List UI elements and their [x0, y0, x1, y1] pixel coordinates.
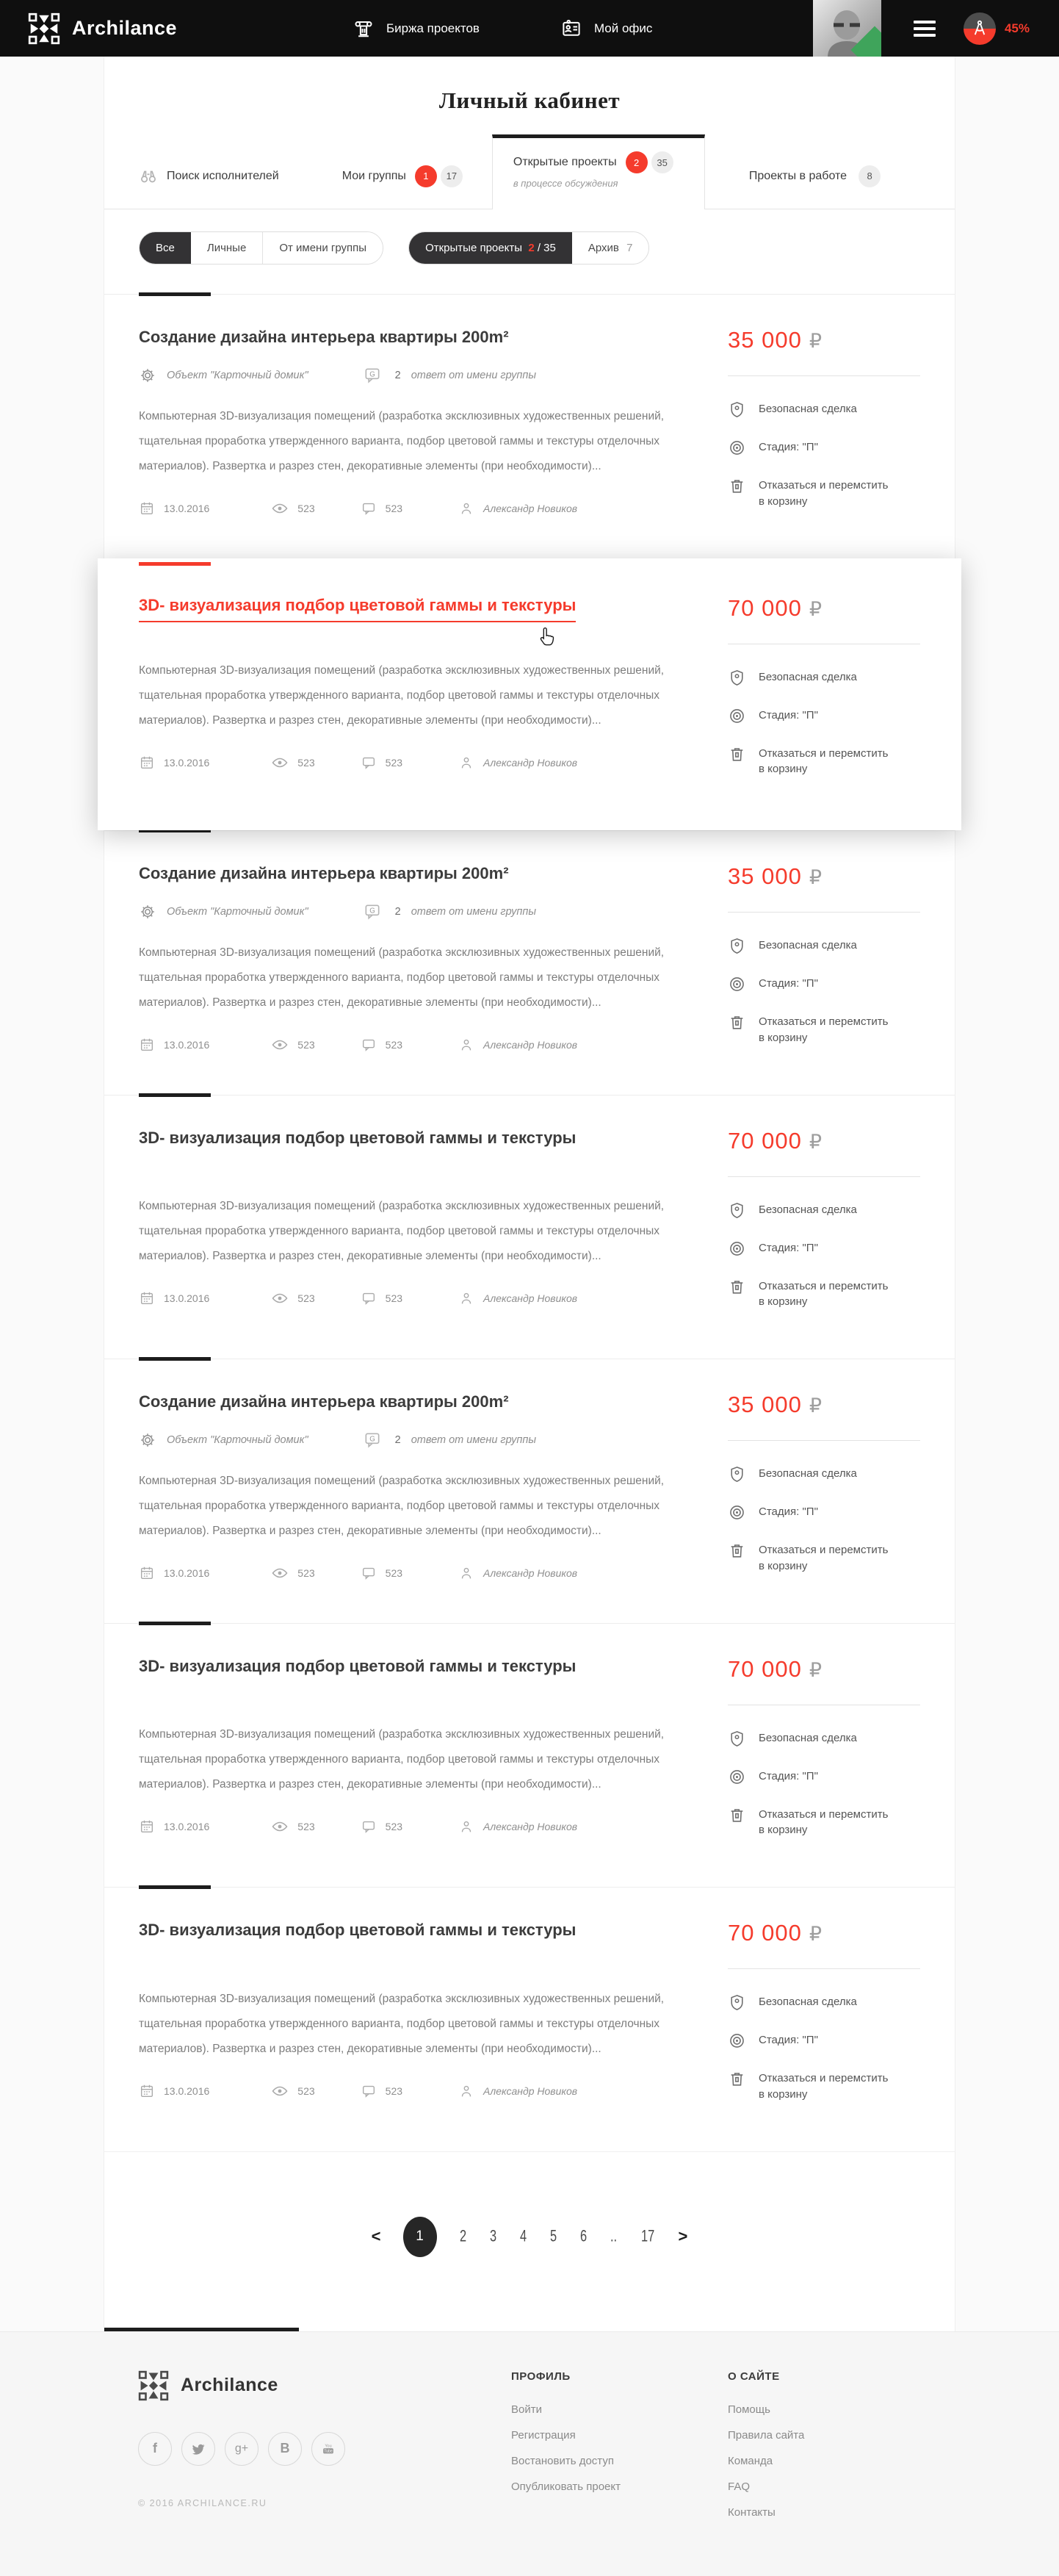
filter-from-group[interactable]: От имени группы: [263, 232, 383, 264]
safe-deal-item: Безопасная сделка: [728, 1730, 920, 1748]
author-item[interactable]: Александр Новиков: [458, 500, 577, 517]
author-item[interactable]: Александр Новиков: [458, 1565, 577, 1581]
archilance-logo-icon: [138, 2370, 169, 2401]
target-icon: [728, 1240, 746, 1258]
project-card: [104, 1095, 955, 1359]
eye-icon: [271, 1818, 289, 1835]
group-reply-icon: [363, 902, 382, 921]
pagination-page[interactable]: 5: [549, 2227, 557, 2245]
footer: [0, 2331, 1059, 2576]
stage-item: Стадия: "П": [728, 1769, 920, 1786]
eye-icon: [271, 2082, 289, 2100]
footer-link[interactable]: Войти: [511, 2403, 542, 2416]
project-card: [98, 558, 961, 831]
project-price: 35 000 ₽: [728, 1392, 823, 1417]
person-icon: [458, 1037, 474, 1053]
project-stats-row: [139, 1818, 701, 1835]
project-card: [104, 1359, 955, 1623]
archive-count: 7: [626, 242, 633, 254]
profile-progress-badge[interactable]: [964, 12, 996, 45]
content-panel: [104, 57, 955, 2331]
comments-item: 523: [361, 1037, 402, 1053]
google-plus-icon[interactable]: g+: [225, 2432, 259, 2466]
group-replies-count: 2: [394, 905, 401, 918]
ruble-sign: ₽: [809, 1923, 823, 1945]
trash-icon: [728, 1807, 746, 1824]
views-item: 523: [271, 1289, 314, 1307]
discard-to-trash-action[interactable]: Отказаться и перемстить в корзину: [728, 2070, 897, 2103]
comments-item: 523: [361, 2083, 402, 2099]
discard-to-trash-action[interactable]: Отказаться и перемстить в корзину: [728, 1542, 897, 1575]
mouse-cursor: [538, 626, 557, 648]
tab-search-executors[interactable]: [139, 167, 279, 186]
comment-icon: [361, 500, 377, 517]
exchange-column-icon: [353, 18, 375, 40]
footer-link-item: [728, 2429, 944, 2442]
person-icon: [458, 1818, 474, 1835]
tab-label: Мои группы: [341, 169, 406, 182]
brand-name: Archilance: [72, 17, 178, 39]
safe-deal-item: Безопасная сделка: [728, 938, 920, 955]
trash-icon: [728, 1014, 746, 1032]
user-avatar[interactable]: [813, 0, 881, 57]
compass-icon: [970, 19, 989, 38]
nav-label: Биржа проектов: [386, 21, 480, 35]
stage-item: Стадия: "П": [728, 1504, 920, 1522]
pagination-page[interactable]: 3: [489, 2227, 496, 2245]
tab-badge-new: 1: [415, 165, 437, 187]
views-item: 523: [271, 1036, 314, 1054]
target-icon: [728, 976, 746, 993]
date-item: 13.0.2016: [139, 500, 209, 517]
top-header: [0, 0, 1059, 57]
pagination-page-active[interactable]: 1: [403, 2217, 437, 2257]
gear-icon: [139, 1431, 156, 1449]
tab-badge-new: 2: [626, 151, 648, 173]
group-reply-icon: [363, 366, 382, 385]
comments-item: 523: [361, 755, 402, 771]
header-right: [813, 0, 1059, 57]
footer-link-item: [728, 2480, 944, 2494]
nav-my-office[interactable]: [560, 18, 652, 40]
author-item[interactable]: Александр Новиков: [458, 755, 577, 771]
footer-link[interactable]: FAQ: [728, 2480, 751, 2493]
footer-link-item: [728, 2506, 944, 2519]
footer-col-about: [728, 2370, 944, 2532]
views-item: 523: [271, 1564, 314, 1582]
author-item[interactable]: Александр Новиков: [458, 1037, 577, 1053]
filter-personal[interactable]: Личные: [191, 232, 263, 264]
project-title-link[interactable]: 3D- визуализация подбор цветовой гаммы и текстуры: [139, 1921, 577, 1939]
footer-link-item: [511, 2429, 728, 2442]
project-title-link[interactable]: Создание дизайна интерьера квартиры 200m²: [139, 864, 509, 882]
group-replies-label: ответ от имени группы: [411, 905, 537, 918]
author-item[interactable]: Александр Новиков: [458, 1290, 577, 1306]
ruble-sign: ₽: [809, 597, 823, 620]
filter-all[interactable]: Все: [140, 232, 191, 264]
shield-icon: [728, 669, 746, 687]
project-price: 70 000 ₽: [728, 1920, 823, 1946]
content-end-divider: [104, 2328, 299, 2331]
calendar-icon: [139, 2083, 155, 2099]
project-stats-row: [139, 1036, 701, 1054]
eye-icon: [271, 500, 289, 517]
eye-icon: [271, 1036, 289, 1054]
project-card: [104, 1623, 955, 1888]
shield-icon: [728, 1730, 746, 1748]
tab-label: Открытые проекты: [513, 156, 617, 168]
pagination-page[interactable]: 2: [459, 2227, 466, 2245]
target-icon: [728, 2032, 746, 2050]
comment-icon: [361, 1818, 377, 1835]
menu-burger-icon[interactable]: [914, 17, 936, 40]
open-total: / 35: [537, 242, 556, 254]
target-icon: [728, 1769, 746, 1786]
shield-icon: [728, 1994, 746, 2012]
calendar-icon: [139, 500, 155, 517]
filter-archive[interactable]: Архив 7: [572, 232, 649, 264]
pagination-prev[interactable]: <: [371, 2227, 381, 2245]
discard-to-trash-action[interactable]: Отказаться и перемстить в корзину: [728, 1014, 897, 1046]
project-title-link[interactable]: 3D- визуализация подбор цветовой гаммы и текстуры: [139, 1656, 577, 1675]
footer-link[interactable]: Востановить доступ: [511, 2454, 614, 2467]
discard-to-trash-action[interactable]: Отказаться и перемстить в корзину: [728, 1807, 897, 1839]
trash-icon: [728, 2070, 746, 2088]
pagination-next[interactable]: >: [678, 2227, 688, 2245]
tab-badge-total: 17: [441, 165, 463, 187]
safe-deal-item: Безопасная сделка: [728, 1994, 920, 2012]
target-icon: [728, 1504, 746, 1522]
tab-label: Поиск исполнителей: [167, 169, 279, 182]
project-title-link[interactable]: Создание дизайна интерьера квартиры 200m²: [139, 1392, 509, 1411]
open-count: 2: [528, 242, 535, 254]
project-price: 70 000 ₽: [728, 1655, 823, 1682]
calendar-icon: [139, 755, 155, 771]
date-item: 13.0.2016: [139, 1037, 209, 1053]
ruble-sign: ₽: [809, 1395, 823, 1417]
footer-col-title: О САЙТЕ: [728, 2370, 780, 2383]
project-description: Компьютерная 3D-визуализация помещений (разработка эксклюзивных художественных решений, тщательная проработка утвержденного варианта, подбор цветовой гаммы и текстуры отделочных материалов). Развертка и разрез стен, декоративные элементы (при необходимости)...: [139, 1474, 665, 1537]
project-stats-row: [139, 500, 701, 517]
profile-progress-value: 45%: [1004, 21, 1030, 35]
project-price: 35 000 ₽: [728, 863, 823, 889]
svg-text:Tube: Tube: [324, 2449, 333, 2454]
project-stats-row: [139, 1289, 701, 1307]
person-icon: [458, 500, 474, 517]
state-filter-group: [408, 231, 649, 265]
footer-link[interactable]: Помощь: [728, 2403, 770, 2416]
person-icon: [458, 755, 474, 771]
brand[interactable]: [0, 12, 264, 45]
group-reply-icon: [363, 1431, 382, 1450]
safe-deal-item: Безопасная сделка: [728, 669, 920, 687]
trash-icon: [728, 1278, 746, 1296]
tab-label: Проекты в работе: [748, 169, 847, 182]
filters-row: [104, 209, 955, 294]
tab-badge-total: 35: [651, 151, 673, 173]
project-description: Компьютерная 3D-визуализация помещений (разработка эксклюзивных художественных решений, тщательная проработка утвержденного варианта, подбор цветовой гаммы и текстуры отделочных материалов). Развертка и разрез стен, декоративные элементы (при необходимости)...: [139, 1728, 665, 1791]
date-item: 13.0.2016: [139, 2083, 209, 2099]
footer-link[interactable]: Контакты: [728, 2505, 776, 2519]
comment-icon: [361, 1037, 377, 1053]
project-description: Компьютерная 3D-визуализация помещений (разработка эксклюзивных художественных решений, тщательная проработка утвержденного варианта, подбор цветовой гаммы и текстуры отделочных материалов). Развертка и разрез стен, декоративные элементы (при необходимости)...: [139, 1992, 665, 2055]
tabs-bar: [104, 143, 955, 209]
footer-link-item: [728, 2403, 944, 2417]
shield-icon: [728, 1466, 746, 1483]
svg-text:G: G: [369, 1435, 375, 1444]
footer-link-item: [511, 2455, 728, 2468]
shield-icon: [728, 401, 746, 419]
discard-to-trash-action[interactable]: Отказаться и перемстить в корзину: [728, 746, 897, 778]
pagination-page[interactable]: 17: [641, 2227, 655, 2245]
group-replies-count: 2: [394, 1433, 401, 1446]
binoculars-icon: [139, 167, 158, 186]
tab-open-projects[interactable]: [492, 134, 705, 209]
footer-col-profile: [511, 2370, 728, 2532]
group-replies-label: ответ от имени группы: [411, 1433, 537, 1446]
stage-item: Стадия: "П": [728, 2032, 920, 2050]
stage-item: Стадия: "П": [728, 1240, 920, 1258]
comment-icon: [361, 1565, 377, 1581]
project-stats-row: [139, 754, 701, 771]
footer-link[interactable]: Правила сайта: [728, 2428, 805, 2442]
date-item: 13.0.2016: [139, 755, 209, 771]
project-description: Компьютерная 3D-визуализация помещений (разработка эксклюзивных художественных решений, тщательная проработка утвержденного варианта, подбор цветовой гаммы и текстуры отделочных материалов). Развертка и разрез стен, декоративные элементы (при необходимости)...: [139, 664, 665, 727]
shield-icon: [728, 1202, 746, 1220]
svg-text:G: G: [369, 370, 375, 379]
scope-filter-group: [139, 231, 383, 265]
nav-projects-exchange[interactable]: [353, 18, 480, 40]
projects-list: [104, 294, 955, 2151]
calendar-icon: [139, 1565, 155, 1581]
group-replies-count: 2: [394, 369, 401, 381]
trash-icon: [728, 1542, 746, 1560]
copyright: © 2016 ARCHILANCE.RU: [138, 2497, 267, 2508]
project-title-link[interactable]: Создание дизайна интерьера квартиры 200m²: [139, 328, 509, 346]
page-title: Личный кабинет: [438, 87, 621, 113]
project-price: 70 000 ₽: [728, 594, 823, 621]
footer-link-item: [728, 2455, 944, 2468]
footer-brand-name: Archilance: [181, 2375, 278, 2395]
pagination-page[interactable]: 6: [580, 2227, 588, 2245]
ruble-sign: ₽: [809, 866, 823, 888]
project-meta-row: [139, 1431, 701, 1450]
ruble-sign: ₽: [809, 1658, 823, 1681]
project-meta-row: [139, 902, 701, 921]
trash-icon: [728, 478, 746, 495]
tab-subtitle: в процессе обсуждения: [513, 178, 618, 189]
office-badge-icon: [560, 18, 582, 40]
date-item: 13.0.2016: [139, 1565, 209, 1581]
calendar-icon: [139, 1037, 155, 1053]
safe-deal-item: Безопасная сделка: [728, 1202, 920, 1220]
person-icon: [458, 1290, 474, 1306]
project-card: [104, 294, 955, 558]
project-card: [104, 1887, 955, 2151]
footer-col-title: ПРОФИЛЬ: [511, 2370, 571, 2383]
date-item: 13.0.2016: [139, 1818, 209, 1835]
ruble-sign: ₽: [809, 330, 823, 352]
svg-text:You: You: [325, 2443, 332, 2448]
views-item: 523: [271, 754, 314, 771]
ruble-sign: ₽: [809, 1130, 823, 1153]
comment-icon: [361, 755, 377, 771]
discard-to-trash-action[interactable]: Отказаться и перемстить в корзину: [728, 478, 897, 510]
pagination-page[interactable]: ..: [610, 2227, 618, 2245]
eye-icon: [271, 1289, 289, 1307]
youtube-icon[interactable]: [311, 2432, 345, 2466]
twitter-icon[interactable]: [181, 2432, 215, 2466]
footer-link-item: [511, 2480, 728, 2494]
eye-icon: [271, 1564, 289, 1582]
top-nav: [353, 18, 652, 40]
target-icon: [728, 439, 746, 457]
project-object[interactable]: Объект "Карточный домик": [167, 369, 308, 381]
calendar-icon: [139, 1818, 155, 1835]
project-title-link[interactable]: 3D- визуализация подбор цветовой гаммы и текстуры: [139, 1128, 577, 1147]
social-links: [138, 2432, 511, 2466]
project-meta-row: [139, 366, 701, 385]
views-item: 523: [271, 1818, 314, 1835]
filter-open-projects[interactable]: Открытые проекты 2 / 35: [409, 232, 572, 264]
tab-my-groups[interactable]: [342, 165, 463, 187]
safe-deal-item: Безопасная сделка: [728, 401, 920, 419]
project-object[interactable]: Объект "Карточный домик": [167, 905, 308, 918]
facebook-icon[interactable]: f: [138, 2432, 172, 2466]
tab-projects-inwork[interactable]: [749, 165, 881, 187]
discard-to-trash-action[interactable]: Отказаться и перемстить в корзину: [728, 1278, 897, 1311]
stage-item: Стадия: "П": [728, 439, 920, 457]
tab-badge-total: 8: [859, 165, 881, 187]
author-item[interactable]: Александр Новиков: [458, 1818, 577, 1835]
project-stats-row: [139, 1564, 701, 1582]
gear-icon: [139, 903, 156, 921]
comments-item: 523: [361, 1818, 402, 1835]
nav-label: Мой офис: [593, 21, 653, 35]
footer-link[interactable]: Регистрация: [511, 2428, 576, 2442]
comments-item: 523: [361, 1290, 402, 1306]
footer-brand[interactable]: [138, 2370, 511, 2401]
comment-icon: [361, 2083, 377, 2099]
comments-item: 523: [361, 1565, 402, 1581]
author-item[interactable]: Александр Новиков: [458, 2083, 577, 2099]
project-object[interactable]: Объект "Карточный домик": [167, 1433, 308, 1446]
project-description: Компьютерная 3D-визуализация помещений (разработка эксклюзивных художественных решений, тщательная проработка утвержденного варианта, подбор цветовой гаммы и текстуры отделочных материалов). Развертка и разрез стен, декоративные элементы (при необходимости)...: [139, 1200, 665, 1263]
person-icon: [458, 1565, 474, 1581]
views-item: 523: [271, 2082, 314, 2100]
safe-deal-item: Безопасная сделка: [728, 1466, 920, 1483]
project-description: Компьютерная 3D-визуализация помещений (разработка эксклюзивных художественных решений, тщательная проработка утвержденного варианта, подбор цветовой гаммы и текстуры отделочных материалов). Развертка и разрез стен, декоративные элементы (при необходимости)...: [139, 409, 665, 472]
group-replies-label: ответ от имени группы: [411, 369, 537, 381]
gear-icon: [139, 367, 156, 384]
footer-link[interactable]: Команда: [728, 2454, 773, 2467]
calendar-icon: [139, 1290, 155, 1306]
eye-icon: [271, 754, 289, 771]
pagination: [104, 2151, 955, 2328]
project-stats-row: [139, 2082, 701, 2100]
project-description: Компьютерная 3D-визуализация помещений (разработка эксклюзивных художественных решений, тщательная проработка утвержденного варианта, подбор цветовой гаммы и текстуры отделочных материалов). Развертка и разрез стен, декоративные элементы (при необходимости)...: [139, 946, 665, 1009]
project-price: 35 000 ₽: [728, 327, 823, 353]
person-icon: [458, 2083, 474, 2099]
shield-icon: [728, 938, 746, 955]
comments-item: 523: [361, 500, 402, 517]
svg-text:G: G: [369, 907, 375, 915]
target-icon: [728, 708, 746, 725]
project-card: [104, 830, 955, 1095]
archilance-logo-icon: [28, 12, 60, 45]
stage-item: Стадия: "П": [728, 976, 920, 993]
project-price: 70 000 ₽: [728, 1127, 823, 1154]
pagination-page[interactable]: 4: [519, 2227, 527, 2245]
views-item: 523: [271, 500, 314, 517]
behance-icon[interactable]: B: [268, 2432, 302, 2466]
footer-link-item: [511, 2403, 728, 2417]
trash-icon: [728, 746, 746, 763]
comment-icon: [361, 1290, 377, 1306]
stage-item: Стадия: "П": [728, 708, 920, 725]
project-title-link[interactable]: 3D- визуализация подбор цветовой гаммы и текстуры: [139, 595, 701, 616]
date-item: 13.0.2016: [139, 1290, 209, 1306]
footer-link[interactable]: Опубликовать проект: [511, 2480, 621, 2493]
